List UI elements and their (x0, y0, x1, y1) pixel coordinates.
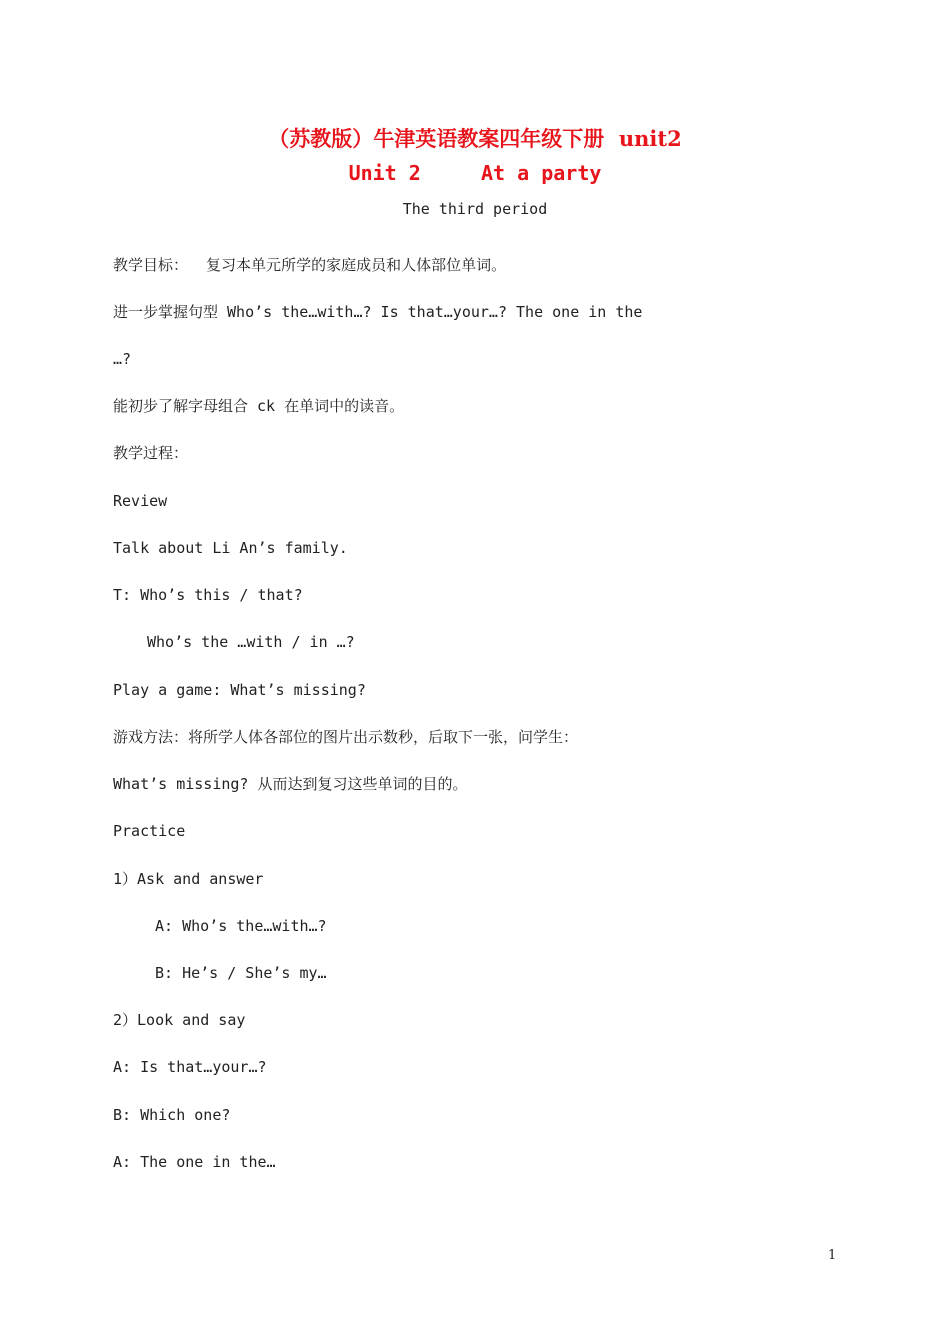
practice-2-line-a: A: Is that…your…? (113, 1058, 267, 1076)
practice-1-line-b: B: He’s / She’s my… (155, 964, 327, 982)
game-method-line-1: 游戏方法：将所学人体各部位的图片出示数秒，后取下一张，问学生： (113, 728, 579, 746)
objective-line-1: 教学目标： 复习本单元所学的家庭成员和人体部位单词。 (113, 256, 507, 274)
review-heading: Review (113, 492, 168, 510)
practice-item-1: 1）Ask and answer (113, 870, 264, 888)
game-method-line-2: What’s missing? 从而达到复习这些单词的目的。 (113, 775, 468, 793)
process-heading: 教学过程： (113, 444, 189, 462)
page-number: 1 (828, 1248, 837, 1263)
review-line-1: Talk about Li An’s family. (113, 539, 348, 557)
document-title: （苏教版）牛津英语教案四年级下册 unit2 (268, 126, 682, 151)
objective-line-2-cont: …? (113, 350, 132, 368)
practice-heading: Practice (113, 822, 186, 840)
review-line-2: T: Who’s this / that? (113, 586, 303, 604)
review-line-3: Who’s the …with / in …? (147, 633, 355, 651)
practice-item-2: 2）Look and say (113, 1011, 246, 1029)
unit-heading: Unit 2 At a party (348, 161, 602, 185)
game-line: Play a game: What’s missing? (113, 681, 366, 699)
practice-2-line-b: B: Which one? (113, 1106, 231, 1124)
practice-1-line-a: A: Who’s the…with…? (155, 917, 327, 935)
objective-line-3: 能初步了解字母组合 ck 在单词中的读音。 (113, 397, 405, 415)
practice-2-line-c: A: The one in the… (113, 1153, 276, 1171)
period-subtitle: The third period (402, 200, 548, 218)
objective-line-2: 进一步掌握句型 Who’s the…with…? Is that…your…? The one in the (113, 303, 643, 321)
